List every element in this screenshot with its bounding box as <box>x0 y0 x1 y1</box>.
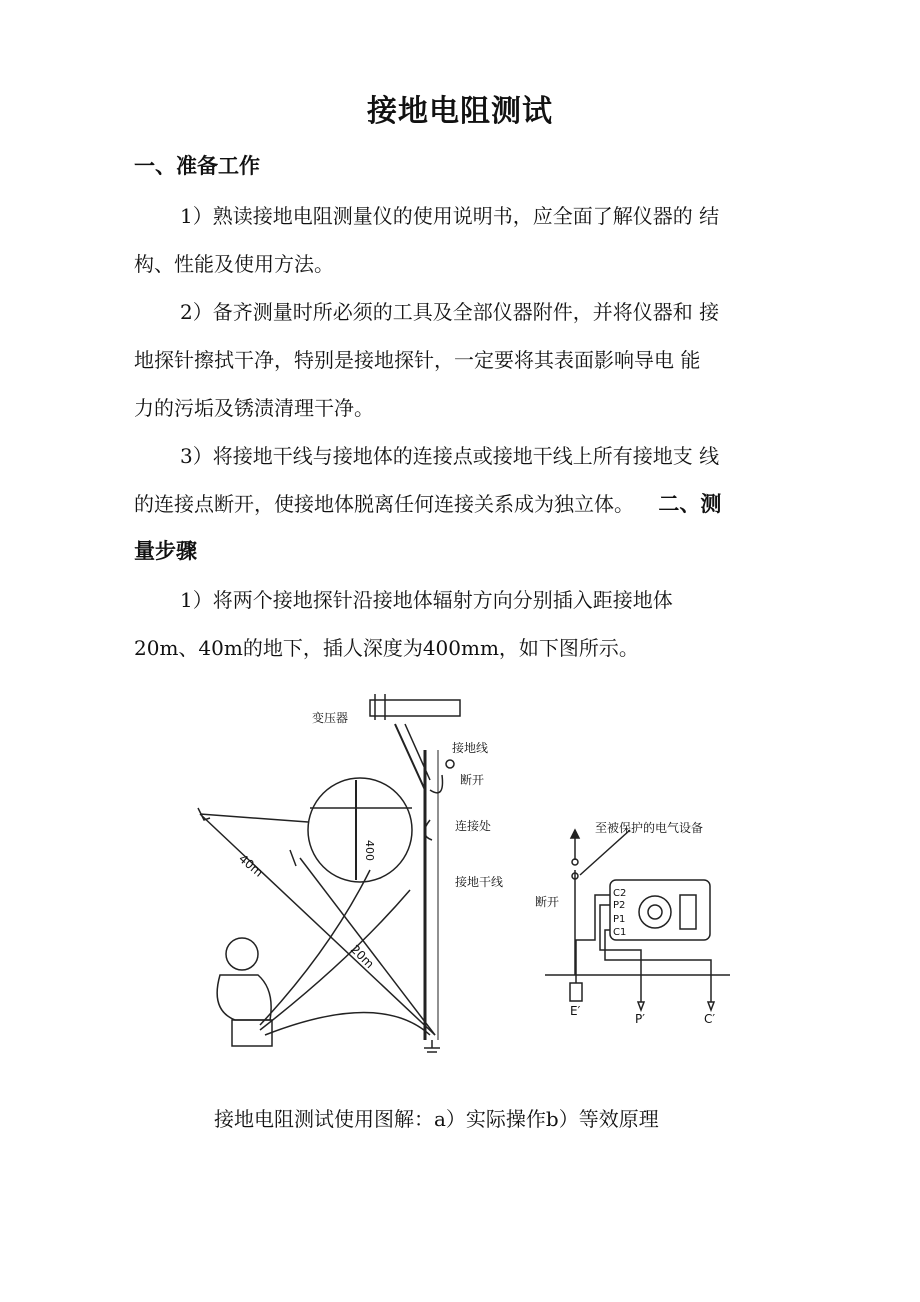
label-c: C′ <box>704 1012 716 1026</box>
section-heading-steps: 二、测 <box>658 492 722 516</box>
label-c2: C2 <box>613 888 627 899</box>
ground-resistance-figure <box>180 690 750 1070</box>
paragraph-line: 3）将接地干线与接地体的连接点或接地干线上所有接地支 线 <box>180 444 720 468</box>
label-p1: P1 <box>613 914 626 925</box>
label-p2: P2 <box>613 900 626 911</box>
paragraph-line-with-heading <box>134 488 721 518</box>
label-transformer: 变压器 <box>312 711 349 725</box>
label-ground-trunk: 接地干线 <box>455 875 504 889</box>
label-ground-wire: 接地线 <box>452 741 489 755</box>
label-disconnect-b: 断开 <box>535 895 560 909</box>
paragraph-line: 地探针擦拭干净，特别是接地探针，一定要将其表面影响导电 能 <box>134 348 701 372</box>
label-disconnect: 断开 <box>460 773 485 787</box>
paragraph-text: 的连接点断开，使接地体脱离任何连接关系成为独立体。 <box>134 492 634 516</box>
label-connection: 连接处 <box>455 819 492 833</box>
paragraph-line: 2）备齐测量时所必须的工具及全部仪器附件，并将仪器和 接 <box>180 300 720 324</box>
figure-caption: 接地电阻测试使用图解：a）实际操作b）等效原理 <box>214 1107 659 1131</box>
label-400: 400 <box>363 840 376 861</box>
paragraph-line: 20m、40m的地下，插人深度为400mm，如下图所示。 <box>134 636 639 660</box>
paragraph-line: 1）将两个接地探针沿接地体辐射方向分别插入距接地体 <box>180 588 673 612</box>
section-heading-prep: 一、准备工作 <box>134 154 260 178</box>
label-e: E′ <box>570 1004 581 1018</box>
label-c1: C1 <box>613 927 627 938</box>
paragraph-line: 1）熟读接地电阻测量仪的使用说明书，应全面了解仪器的 结 <box>180 204 720 228</box>
label-20m: 20m <box>347 942 377 972</box>
label-protected-equipment: 至被保护的电气设备 <box>595 821 704 835</box>
section-heading-steps-cont: 量步骤 <box>134 539 197 563</box>
paragraph-line: 构、性能及使用方法。 <box>134 252 334 276</box>
paragraph-line: 力的污垢及锈渍清理干净。 <box>134 396 374 420</box>
label-p: P′ <box>635 1012 645 1026</box>
label-40m: 40m <box>236 851 266 880</box>
page-title: 接地电阻测试 <box>367 94 553 129</box>
